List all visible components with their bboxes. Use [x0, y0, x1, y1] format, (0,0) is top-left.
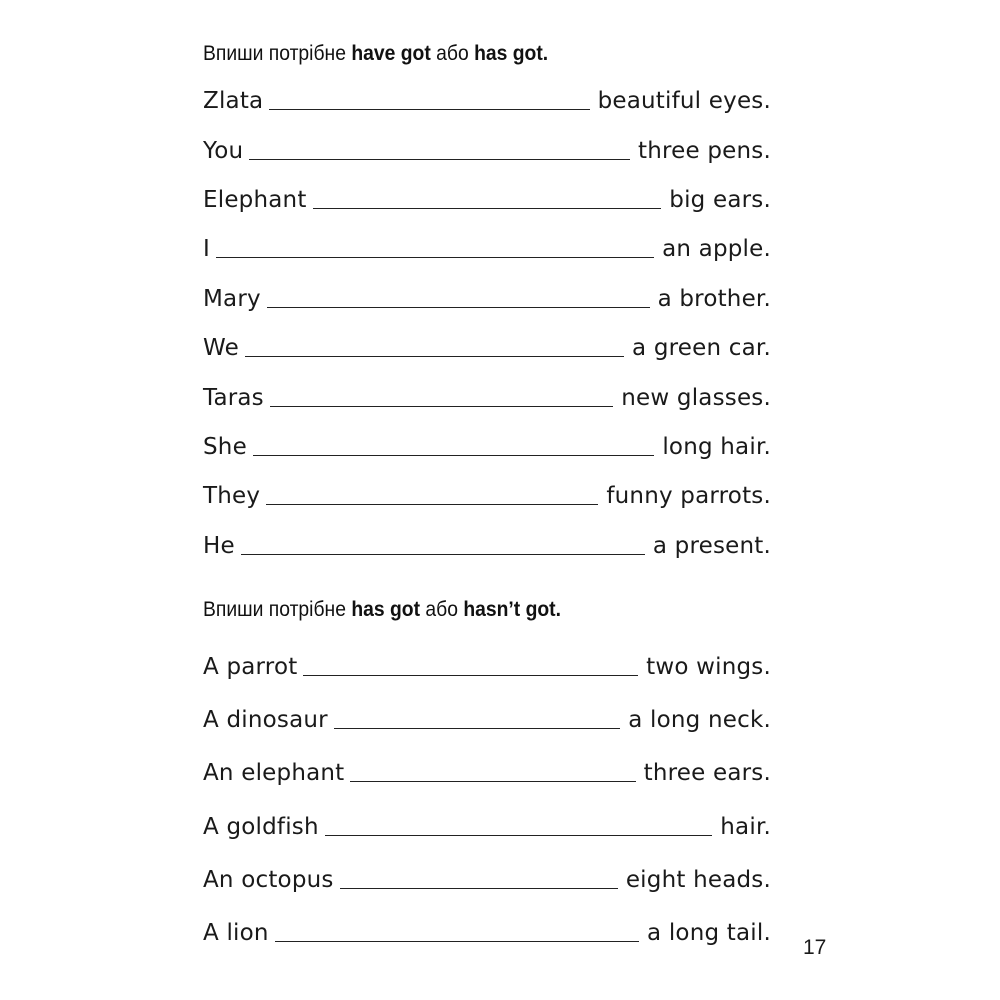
answer-blank[interactable] [267, 283, 650, 308]
answer-blank[interactable] [269, 85, 589, 110]
exercise-2-row [203, 646, 771, 680]
row-subject: A lion [203, 920, 269, 946]
answer-blank[interactable] [270, 382, 613, 407]
instruction-prefix: Впиши потрібне [203, 42, 352, 65]
row-subject: Mary [203, 286, 261, 312]
answer-blank[interactable] [275, 917, 639, 942]
row-subject: An elephant [203, 760, 345, 786]
answer-blank[interactable] [325, 811, 713, 836]
exercise-2-row [203, 699, 771, 733]
exercise-1-row [203, 228, 771, 262]
row-ending: a brother. [657, 286, 771, 312]
exercise-1-row [203, 278, 771, 312]
instruction-joiner: або [430, 42, 475, 65]
row-subject: An octopus [203, 867, 334, 893]
exercise-1-row [203, 525, 771, 559]
row-subject: Zlata [203, 88, 264, 114]
instruction-option-b: has got. [474, 42, 549, 65]
page-number: 17 [803, 936, 827, 959]
row-subject: He [203, 533, 235, 559]
instruction-joiner: або [420, 598, 464, 621]
row-ending: a green car. [632, 335, 771, 361]
row-ending: long hair. [662, 434, 771, 460]
answer-blank[interactable] [266, 480, 598, 505]
instruction-option-b: hasn’t got. [463, 598, 561, 621]
exercise-1-row [203, 426, 771, 460]
row-subject: Elephant [203, 187, 307, 213]
answer-blank[interactable] [241, 530, 645, 555]
row-ending: two wings. [646, 654, 771, 680]
instruction-option-a: have got [351, 42, 431, 65]
row-ending: three ears. [643, 760, 771, 786]
row-ending: three pens. [638, 138, 771, 164]
exercise-1-instruction [203, 42, 727, 66]
answer-blank[interactable] [340, 864, 618, 889]
answer-blank[interactable] [253, 431, 654, 456]
row-ending: a long neck. [628, 707, 771, 733]
instruction-option-a: has got [351, 598, 421, 621]
exercise-1-row [203, 130, 771, 164]
answer-blank[interactable] [245, 332, 624, 357]
answer-blank[interactable] [216, 233, 654, 258]
row-subject: I [203, 236, 210, 262]
row-subject: They [203, 483, 261, 509]
exercise-1-row [203, 179, 771, 213]
row-ending: big ears. [669, 187, 771, 213]
exercise-2-instruction [203, 598, 727, 622]
answer-blank[interactable] [313, 184, 662, 209]
exercise-2-row [203, 806, 771, 840]
exercise-1-row [203, 327, 771, 361]
exercise-2-row [203, 912, 771, 946]
row-subject: Taras [203, 385, 264, 411]
row-ending: eight heads. [625, 867, 771, 893]
row-ending: hair. [720, 814, 771, 840]
row-subject: A parrot [203, 654, 298, 680]
row-subject: You [203, 138, 244, 164]
row-subject: A dinosaur [203, 707, 328, 733]
answer-blank[interactable] [303, 651, 638, 676]
row-ending: an apple. [662, 236, 771, 262]
answer-blank[interactable] [249, 135, 630, 160]
instruction-prefix: Впиши потрібне [203, 598, 352, 621]
exercise-1-row [203, 475, 771, 509]
row-ending: funny parrots. [606, 483, 771, 509]
exercise-1-row [203, 80, 771, 114]
exercise-2-row [203, 752, 771, 786]
exercise-1-row [203, 377, 771, 411]
exercise-2-row [203, 859, 771, 893]
row-subject: A goldfish [203, 814, 319, 840]
row-ending: new glasses. [621, 385, 771, 411]
row-subject: She [203, 434, 247, 460]
row-subject: We [203, 335, 239, 361]
row-ending: a present. [652, 533, 771, 559]
row-ending: a long tail. [647, 920, 771, 946]
row-ending: beautiful eyes. [597, 88, 771, 114]
answer-blank[interactable] [350, 757, 635, 782]
answer-blank[interactable] [334, 704, 620, 729]
